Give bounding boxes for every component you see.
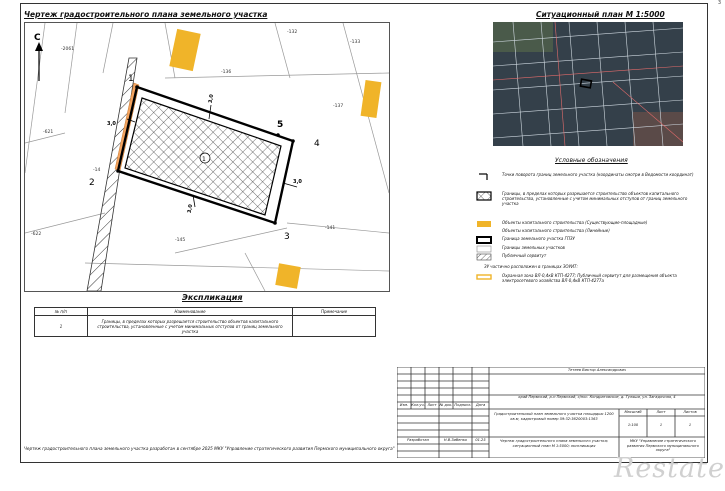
corner-point-symbol (476, 172, 492, 180)
address: край Пермский, р-н Пермский, с/пос. Кондратовское, д. Гуляши, ул. Загадочная, 4 (518, 395, 676, 399)
svg-text:-137: -137 (333, 104, 344, 109)
corner-label-2: 2 (89, 178, 95, 188)
role-label: Разработал (407, 438, 429, 442)
watermark-logo: Restate (614, 453, 725, 484)
explication-table (34, 307, 376, 337)
sheets-value: 1 (688, 423, 692, 427)
zone-number: 1 (202, 156, 206, 163)
building-136 (169, 29, 200, 71)
drawing-title: Чертеж градостроительного плана земельного участка; ситуационный план М 1:5000; экспликация (500, 439, 608, 448)
corner-label-1: 1 (128, 74, 134, 84)
offset-label: 3,0 (107, 121, 116, 127)
zouit-symbol (476, 273, 492, 281)
plot-drawing-svg (25, 23, 389, 291)
linear-building-symbol (476, 228, 492, 236)
plot-drawing (24, 22, 390, 292)
buildable-zone-symbol (476, 191, 492, 201)
svg-text:-622: -622 (31, 232, 42, 237)
title-block: Тетеев Виктор Александрович край Пермский, р-н Пермский, с/пос. Кондратовское, д. Гуляши, ул. Загадочная, 4 Изм. Кол.уч. Лист № док. Подпись Дата Градостроительный план земельного участка площадью 1200 кв.м, кадастровый номер 59:32:3620003:1363 Масштаб Лист Листов 1:100 1 1 Разработал Н.В.Зибенко 01.25 Чертеж градостроительного плана земельного участка; ситуационный план М 1:5000; экспликация МКУ "Управление стратегического развития Пермского муниципального округа" (397, 367, 705, 458)
situation-title: Ситуационный план М 1:5000 (536, 10, 665, 19)
situation-map (493, 22, 683, 146)
offset-label: 3,0 (207, 93, 216, 104)
table-row: 1 Границы, в пределах которых разрешается строительство объектов капитального строительства, установленные с учетом минимальных отступов от границ земельного участка (35, 316, 376, 337)
explication-title: Экспликация (182, 293, 243, 302)
author-name: Н.В.Зибенко (443, 438, 468, 442)
offset-label: 3,0 (293, 179, 302, 185)
plot-boundary-symbol (476, 236, 492, 244)
svg-text:-136: -136 (221, 70, 232, 75)
existing-building-symbol (476, 220, 492, 228)
servitude-symbol (476, 253, 492, 261)
svg-text:-133: -133 (350, 40, 361, 45)
svg-text:-141: -141 (325, 226, 336, 231)
building-141 (275, 263, 300, 288)
corner-label-3: 3 (284, 232, 290, 242)
situation-map-svg (493, 22, 683, 146)
date-value: 01.25 (475, 438, 486, 442)
main-title: Чертеж градостроительного плана земельного участка (24, 10, 268, 19)
svg-text:-2061: -2061 (61, 47, 75, 52)
scale-value: 1:100 (627, 423, 639, 427)
corner-label-4: 4 (314, 139, 320, 149)
document-page: 3 Чертеж градостроительного плана земельного участка Ситуационный план М 1:5000 С 1 2 3 4 5 1 3,0 3,0 3,0 3,0 -2061 -132 -133 -136 -137 -621 -141 -145 -622 -14 Условные обозначения Точки поворота границ земельного участка (координаты смотри в Ведомости координат) Границы, в пределах которых разрешается строительство объектов капитального строительства, установленные с учетом минимальных отступов от границ земельного участка Объекты капитального строительства (Существующие-площадные) Объекты капитального строительства (Линейные) Граница земельного участка ГПЗУ Границы земельных участков Публичный сервитут ЗУ частично расположен в границах ЗОУИТ: Охранная зона ВЛ-0,4кВ КТП-4277; Публичный сервитут для размещения объекта электросетевого хозяйства ВЛ-0,4кВ КТП-4277а Экспликация № п/п Наименование Примечание 1 Границы, в пределах которых разрешается строительство объектов капитального строительства, установленные с учетом минимальных отступов от границ земельного участка Тетеев Виктор Александрович край Пермский, р-н Пермский, с/пос. Кондратовское, д. Гуляши, ул. Загадочная, 4 Изм. Кол.уч. Лист № док. Подпись Дата Градостроительный план земельного участка площадью 1200 кв.м, кадастровый номер 59:32:3620003:1363 Масштаб Лист Листов 1:100 1 1 Разработал Н.В.Зибенко 01.25 Чертеж градостроительного плана земельного участка; ситуационный план М 1:5000; экспликация МКУ "Управление стратегического развития Пермского муниципального округа" Чертеж градостроительного плана земельного участка разработан в сентябре 2025 МКУ "Управление стратегического развития Пермского муниципального округа" Restate (0, 0, 725, 491)
building-137 (361, 80, 382, 118)
page-number: 3 (717, 0, 721, 6)
sheet-value: 1 (659, 423, 663, 427)
legend-title: Условные обозначения (555, 157, 628, 164)
svg-text:-14: -14 (93, 168, 101, 173)
svg-text:-145: -145 (175, 238, 186, 243)
document-title: Градостроительный план земельного участка площадью 1200 кв.м, кадастровый номер 59:32:3620003:1363 (494, 412, 614, 421)
north-label: С (34, 33, 41, 43)
land-boundary-symbol (476, 245, 492, 253)
organization: МКУ "Управление стратегического развития Пермского муниципального округа" (627, 439, 699, 452)
footnote: Чертеж градостроительного плана земельного участка разработан в сентябре 2025 МКУ "Управление стратегического развития Пермского муниципального округа" (24, 446, 395, 451)
offset-label: 3,0 (186, 203, 195, 214)
svg-text:-621: -621 (43, 130, 54, 135)
owner-name: Тетеев Виктор Александрович (567, 368, 627, 372)
corner-label-5: 5 (277, 120, 284, 130)
svg-text:-132: -132 (287, 30, 298, 35)
table-header-row: № п/п Наименование Примечание (35, 308, 376, 316)
